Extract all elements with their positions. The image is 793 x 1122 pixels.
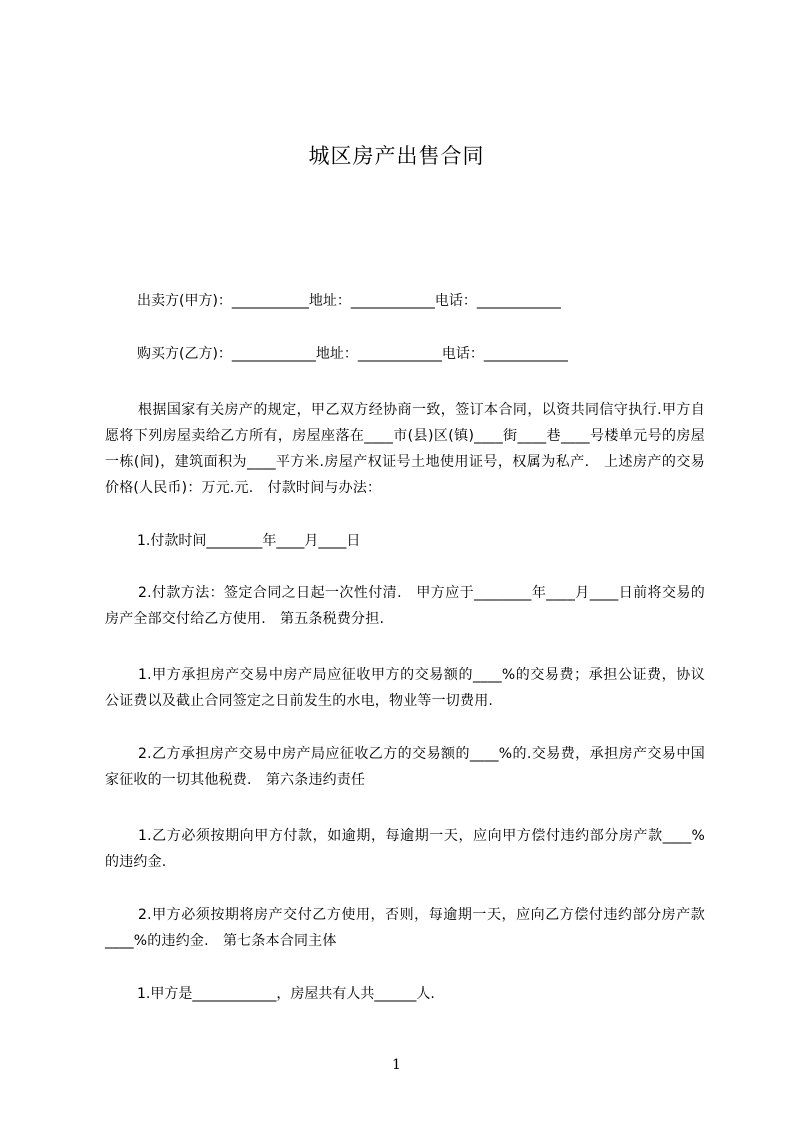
document-title: 城区房产出售合同 [308,144,485,168]
payment-method-clause: 2.付款方法：签定合同之日起一次性付清. 甲方应于________年____月____日前将交易的房产全部交付给乙方使用. 第五条税费分担. [105,585,705,627]
buyer-info-line: 购买方(乙方)：____________地址：____________电话：____________ [137,346,568,362]
page-number: 1 [392,1057,401,1073]
breach-party-a-clause: 2.甲方必须按期将房产交付乙方使用，否则，每逾期一天，应向乙方偿付违约部分房产款____%的违约金. 第七条本合同主体 [105,907,705,949]
breach-party-b-clause: 1.乙方必须按期向甲方付款，如逾期，每逾期一天，应向甲方偿付违约部分房产款____%的违约金. [105,828,705,870]
party-a-identity-clause: 1.甲方是____________，房屋共有人共______人. [137,986,435,1002]
payment-time-clause: 1.付款时间________年____月____日 [137,533,361,549]
tax-party-a-clause: 1.甲方承担房产交易中房产局应征收甲方的交易额的____%的交易费；承担公证费，协议公证费以及截止合同签定之日前发生的水电，物业等一切费用. [105,667,705,709]
seller-info-line: 出卖方(甲方)：___________地址：____________电话：____________ [137,293,561,309]
intro-paragraph: 根据国家有关房产的规定，甲乙双方经协商一致，签订本合同，以资共同信守执行.甲方自愿将下列房屋卖给乙方所有，房屋座落在____市(县)区(镇)____街____巷____号楼单元号的房屋一栋(间)，建筑面积为____平方米.房屋产权证号土地使用证号，权属为私产. 上述房产的交易价格(人民币)：万元.元. 付款时间与办法： [105,402,705,496]
tax-party-b-clause: 2.乙方承担房产交易中房产局应征收乙方的交易额的____%的.交易费，承担房产交易中国家征收的一切其他税费. 第六条违约责任 [105,746,705,788]
